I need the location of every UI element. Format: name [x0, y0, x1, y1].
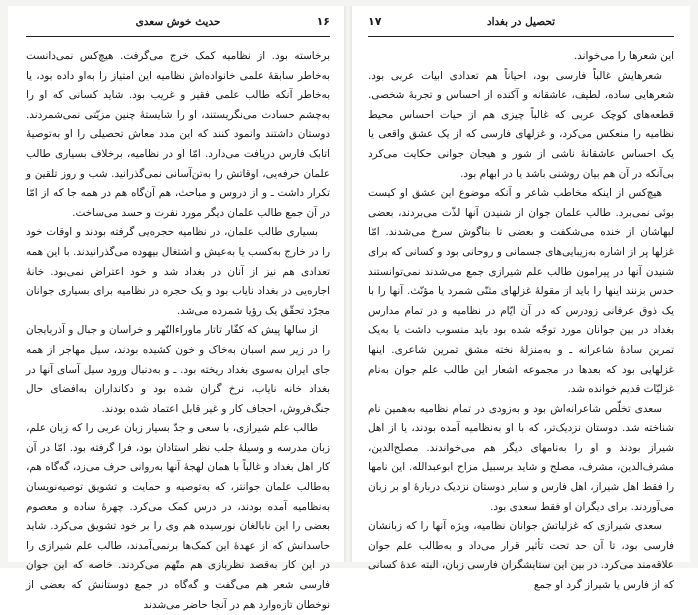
paragraph: شعرهایش غالباً فارسی بود، احیاناً هم تعدادی ابیات عربی بود. شعرهایی ساده، لطیف، عاشقانه و آکنده از احساس و تجربهٔ شخصی. قطعه‌های کوچک عربی که غالباً چیزی هم از حیات احساس محیط نظامیه را منعکس می‌کرد، و غزلهای فارسی که از یک عشق واقعی یا یک احساس عاشقانهٔ ناشی از شور و هیجان جوانی حکایت می‌کرد بی‌آنکه در آن هم بیان روشنی باشد یا در ابهام بود.: [368, 69, 674, 180]
paragraph: سعدی تخلّص شاعرانه‌اش بود و به‌زودی در تمام نظامیه به‌همین نام شناخته شد. دوستان نزدیک‌تر، که با او به‌نظامیه آمده بودند، یا از اهل شیراز بودند و او را به‌نامهای دیگر هم می‌خواندند. مصلح‌الدین، مشرف‌الدین، مشرف، مصلح و شاید برسبیل مزاح ابوعبدالله. این نامها را فقط اهل شیراز، اهل فارس و سایر دوستان نزدیک دربارهٔ او بر زبان می‌آوردند. برای دیگران او فقط سعدی بود.: [368, 402, 674, 513]
paragraph: هیچ‌کس از اینکه مخاطب شاعر و آنکه موضوع این عشق او کیست بوئی نمی‌برد. طالب علمان جوان از شنیدن آنها لذّت می‌بردند، بعضی لبهاشان از خنده می‌شکفت و بعضی تا بناگوش سرخ می‌شدند. امّا غزلها پر از اشاره به‌زیبایی‌های جسمانی و روحانی بود و کسانی که برای شنیدن آنها در پیرامون طالب علم شیرازی جمع می‌شدند نمی‌توانستند حدس بزنند اینها را باید از مقولهٔ غزلهای مثنّی شمرد یا مؤنّث. آنها را با یک ذوق عرفانی زودرس که در آن ایّام در نظامیه و در تمام مدارس بغداد در بین جوانان مورد توجّه شده بود باید منسوب داشت یا به‌یک تمرین سادهٔ شاعرانه ـ و به‌منزلهٔ نخته مشق تمرین شاعری. اینها غزلهایی بود که بعدها در مجموعه اشعار این طالب علم جوان به‌نام غزلیّات قدیم خوانده شد.: [368, 187, 675, 396]
right-page-header: [368, 14, 674, 37]
paragraph: از سالها پیش که کفّار تاتار ماوراءالنّهر و خراسان و جبال و آذربایجان را در زیر سم اسبان به‌خاک و خون کشیده بودند، سیل مهاجر از همه جای ایران به‌سوی بغداد ریخته بود. ـ و به‌دنبال ورود سیل آسای آنها در بغداد خانه نایاب، نرخ گران شده بود و دکانداران به‌افضای حال جنگ‌فروش، احجاف کار و غیر قابل اعتماد شده بودند.: [26, 324, 330, 415]
paragraph: این شعرها را می‌خواند.: [573, 50, 674, 62]
left-page-body: [26, 47, 330, 615]
left-page: [8, 6, 344, 611]
paragraph: برخاسته بود. از نظامیه کمک خرج می‌گرفت. هیچ‌کس نمی‌دانست به‌خاطر سابقهٔ علمی خانواده‌اش نظامیه این امتیاز را به‌او داده بود، یا به‌خاطر آنکه طالب علمی فقیر و غریب بود. شاید کسانی که او را به‌چشم حسادت می‌نگریستند، او را شایستهٔ چنین مزیّتی نمی‌شمردند. دوستان داشتند وانمود کنند که این مدد معاش تحصیلی را او به‌توصیهٔ اتابک فارس دریافت می‌دارد. امّا او در نظامیه، برخلاف بسیاری طالب علمان حرفه‌یی، اوقاتش را به‌تن‌آسانی نمی‌گذرانید. شب و روز تلقین و تکرار داشت ـ و از دروس و مباحث، هم آن‌گاه هم در همه‌ جا که از امّا در آن جمع طالب علمان دیگر مورد نفرت و حسد می‌ساخت.: [26, 50, 330, 219]
paragraph: بسیاری طالب علمان، در نظامیه حجره‌یی گرفته بودند و اوقات خود را در خارج به‌کسب یا به‌عیش و اشتغال بیهوده می‌گذرانیدند. با این همه تعدادی هم نیز از آنان در بغداد شد و خود اعتراض نمی‌بود. خانهٔ اجاره‌یی در بغداد نایاب بود و یک حجره در نظامیه برای بسیاری جوانان مجرّد تحقّق یک رؤیا شمرده می‌شد.: [26, 226, 330, 317]
left-page-number: ۱۶: [316, 15, 330, 28]
paragraph: طالب علم شیرازی، با سعی و جدّ بسیار زبان عربی را که زبان علم، زبان مدرسه و وسیلهٔ جلب نظر استادان بود، فرا گرفته بود. امّا در آن کار اهل بغداد و غالباً با همان لهجهٔ آنها به‌روانی حرف می‌زد، گه‌گاه هم، به‌طالب علمان جوانتر، که به‌توصیه و حمایت و تشویق توصیه‌نویسان به‌نظامیه آمده بودند، در درس کمک می‌کرد. چهرهٔ ساده و معصوم بعضی را این نابالغان نورسیده هم وی را بر خود تشویق می‌کرد. شاید حاسدانش که از عهدهٔ این کمک‌ها برنمی‌آمدند، طالب علم شیرازی را در این کار به‌قصد نظربازی هم متّهم می‌کردند. خاصه که این جوان فارسی شعر هم می‌گفت و گه‌گاه در جمع دوستانش که بعضی از نوخطان تازه‌وارد هم در آنجا حاضر می‌شدند: [26, 422, 330, 611]
right-running-title: تحصیل در بغداد: [486, 16, 556, 28]
right-page: [352, 6, 690, 592]
right-page-number: ۱۷: [368, 15, 382, 28]
left-page-header: [26, 14, 330, 37]
left-running-title: حدیث خوش سعدی: [135, 16, 221, 28]
paragraph: سعدی شیرازی که غزلیاتش جوانان نظامیه، ویژه آنها را که زبانشان فارسی بود، تا آن حد تحت تأثیر قرار می‌داد و به‌طالب علم جوان علاقه‌مند می‌کرد. در بین این ستایشگران فارسی زبان، البته عدهٔ کسانی که از فارس یا شیراز گرد او جمع: [368, 520, 674, 592]
right-page-body: [368, 47, 674, 596]
book-gutter: [344, 6, 352, 562]
